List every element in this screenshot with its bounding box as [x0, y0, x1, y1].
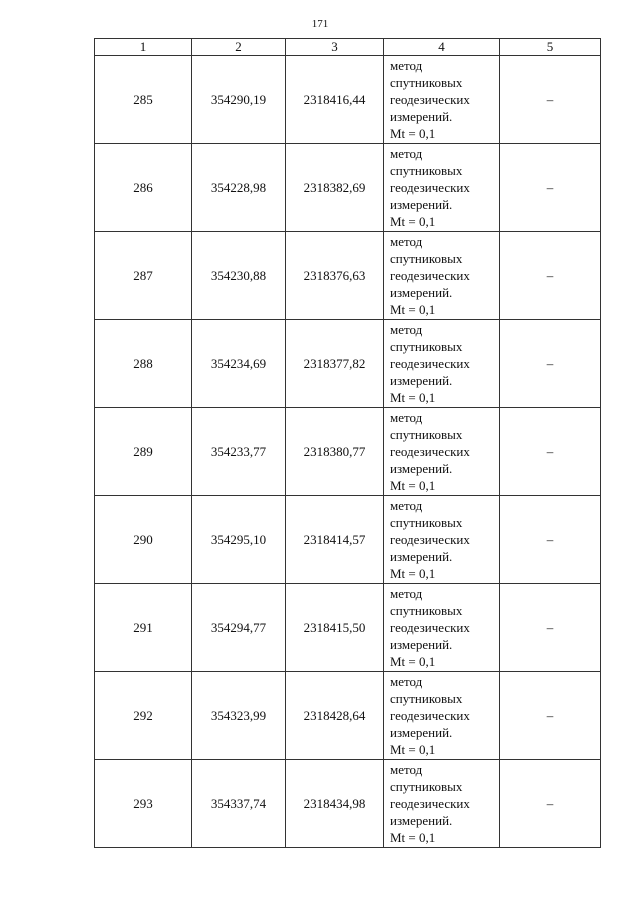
point-number-cell: 285 [95, 56, 192, 144]
point-number-cell: 291 [95, 584, 192, 672]
method-line: геодезических [390, 532, 470, 547]
method-line: Mt = 0,1 [390, 390, 436, 405]
point-number-cell: 289 [95, 408, 192, 496]
method-line: измерений. [390, 109, 453, 124]
x-coordinate-cell: 354228,98 [192, 144, 286, 232]
method-line: геодезических [390, 796, 470, 811]
method-line: метод [390, 58, 423, 73]
page-number: 171 [311, 18, 329, 30]
point-number-cell: 292 [95, 672, 192, 760]
x-coordinate-cell: 354337,74 [192, 760, 286, 848]
method-line: измерений. [390, 285, 453, 300]
x-coordinate-cell: 354234,69 [192, 320, 286, 408]
table-row [95, 144, 601, 232]
method-line: измерений. [390, 813, 453, 828]
y-coordinate-cell: 2318382,69 [286, 144, 384, 232]
table-body [95, 56, 601, 848]
method-cell [384, 408, 500, 496]
table-row [95, 672, 601, 760]
method-cell [384, 496, 500, 584]
x-coordinate-cell: 354230,88 [192, 232, 286, 320]
table-row [95, 496, 601, 584]
method-line: спутниковых [390, 691, 463, 706]
y-coordinate-cell: 2318414,57 [286, 496, 384, 584]
method-line: спутниковых [390, 515, 463, 530]
method-line: метод [390, 762, 423, 777]
method-line: Mt = 0,1 [390, 654, 436, 669]
x-coordinate-cell: 354294,77 [192, 584, 286, 672]
method-line: метод [390, 498, 423, 513]
method-line: геодезических [390, 708, 470, 723]
y-coordinate-cell: 2318380,77 [286, 408, 384, 496]
column-header-2: 2 [192, 39, 286, 56]
x-coordinate-cell: 354290,19 [192, 56, 286, 144]
method-line: Mt = 0,1 [390, 302, 436, 317]
note-cell: – [500, 320, 601, 408]
point-number-cell: 288 [95, 320, 192, 408]
method-line: метод [390, 234, 423, 249]
method-line: геодезических [390, 92, 470, 107]
y-coordinate-cell: 2318376,63 [286, 232, 384, 320]
coordinates-table [94, 38, 601, 848]
x-coordinate-cell: 354323,99 [192, 672, 286, 760]
method-cell [384, 56, 500, 144]
method-line: измерений. [390, 373, 453, 388]
method-line: метод [390, 674, 423, 689]
method-line: Mt = 0,1 [390, 566, 436, 581]
method-line: спутниковых [390, 251, 463, 266]
note-cell: – [500, 144, 601, 232]
note-cell: – [500, 496, 601, 584]
note-cell: – [500, 584, 601, 672]
method-line: метод [390, 410, 423, 425]
method-line: геодезических [390, 356, 470, 371]
method-line: Mt = 0,1 [390, 478, 436, 493]
y-coordinate-cell: 2318428,64 [286, 672, 384, 760]
method-line: спутниковых [390, 779, 463, 794]
y-coordinate-cell: 2318377,82 [286, 320, 384, 408]
table-header-row [95, 39, 601, 56]
table-row [95, 320, 601, 408]
method-line: геодезических [390, 180, 470, 195]
x-coordinate-cell: 354295,10 [192, 496, 286, 584]
table-row [95, 232, 601, 320]
note-cell: – [500, 56, 601, 144]
method-line: измерений. [390, 549, 453, 564]
method-line: спутниковых [390, 75, 463, 90]
method-line: Mt = 0,1 [390, 742, 436, 757]
table-row [95, 408, 601, 496]
method-line: метод [390, 322, 423, 337]
method-line: геодезических [390, 268, 470, 283]
table-row [95, 760, 601, 848]
column-header-5: 5 [500, 39, 601, 56]
method-cell [384, 672, 500, 760]
y-coordinate-cell: 2318434,98 [286, 760, 384, 848]
method-line: измерений. [390, 461, 453, 476]
x-coordinate-cell: 354233,77 [192, 408, 286, 496]
method-line: Mt = 0,1 [390, 214, 436, 229]
point-number-cell: 287 [95, 232, 192, 320]
method-line: измерений. [390, 197, 453, 212]
method-cell [384, 320, 500, 408]
method-line: Mt = 0,1 [390, 830, 436, 845]
method-line: метод [390, 586, 423, 601]
column-header-4: 4 [384, 39, 500, 56]
method-line: Mt = 0,1 [390, 126, 436, 141]
method-cell [384, 144, 500, 232]
method-line: спутниковых [390, 163, 463, 178]
y-coordinate-cell: 2318415,50 [286, 584, 384, 672]
method-line: измерений. [390, 725, 453, 740]
method-cell [384, 760, 500, 848]
y-coordinate-cell: 2318416,44 [286, 56, 384, 144]
method-line: геодезических [390, 620, 470, 635]
method-line: измерений. [390, 637, 453, 652]
method-line: спутниковых [390, 603, 463, 618]
note-cell: – [500, 232, 601, 320]
note-cell: – [500, 760, 601, 848]
point-number-cell: 286 [95, 144, 192, 232]
note-cell: – [500, 408, 601, 496]
method-line: спутниковых [390, 427, 463, 442]
table-row [95, 584, 601, 672]
method-cell [384, 232, 500, 320]
note-cell: – [500, 672, 601, 760]
point-number-cell: 293 [95, 760, 192, 848]
method-line: метод [390, 146, 423, 161]
method-line: геодезических [390, 444, 470, 459]
point-number-cell: 290 [95, 496, 192, 584]
method-line: спутниковых [390, 339, 463, 354]
method-cell [384, 584, 500, 672]
column-header-1: 1 [95, 39, 192, 56]
table-row [95, 56, 601, 144]
column-header-3: 3 [286, 39, 384, 56]
